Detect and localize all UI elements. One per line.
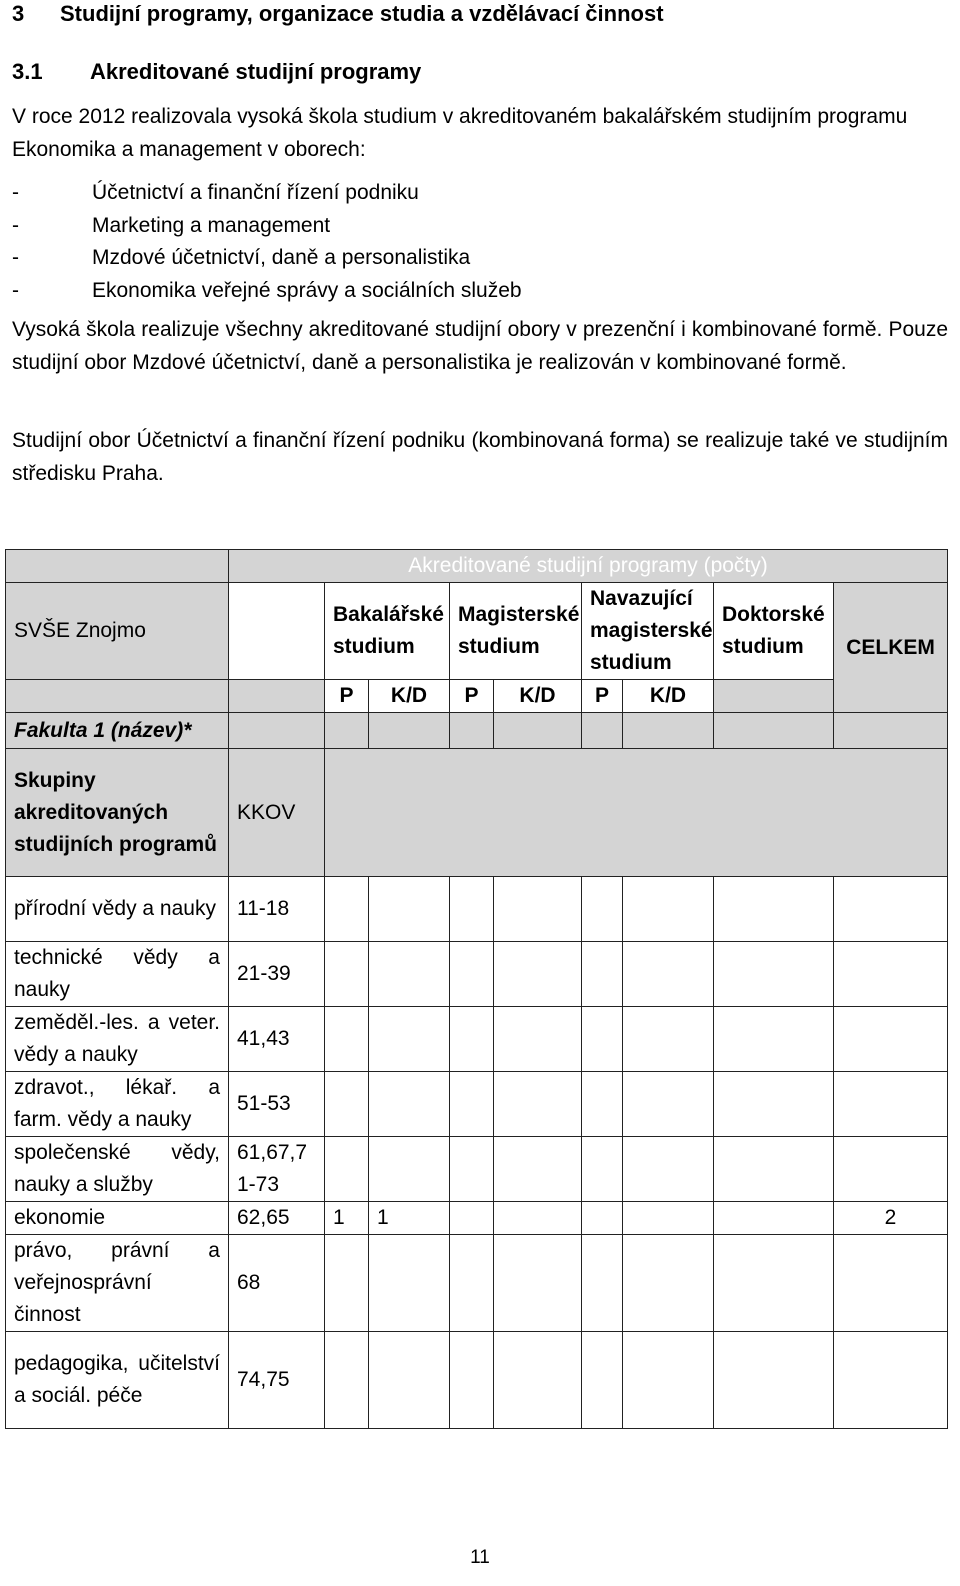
table-row — [6, 1202, 948, 1235]
p-label: P — [325, 680, 369, 713]
table-cell — [450, 713, 494, 749]
table-row — [6, 942, 948, 1007]
intro-paragraph: V roce 2012 realizovala vysoká škola studium v akreditovaném bakalářském studijním programu Ekonomika a management v oborech: — [12, 105, 908, 161]
table-cell — [714, 1137, 834, 1202]
study-fields-list — [12, 177, 522, 307]
col-follow-up-master: Navazující magisterské studium — [582, 583, 714, 680]
table-corner-cell — [6, 550, 229, 583]
table-cell — [494, 1137, 582, 1202]
table-row — [6, 1072, 948, 1137]
table-cell — [450, 877, 494, 942]
faculty-name: Fakulta 1 (název)* — [6, 713, 229, 749]
table-cell — [450, 942, 494, 1007]
total-value: 2 — [834, 1202, 948, 1235]
table-cell — [325, 749, 948, 877]
table-cell — [369, 713, 450, 749]
table-cell — [623, 942, 714, 1007]
bak-kd-value — [369, 1137, 450, 1202]
groups-label: Skupiny akreditovaných studijních programů — [6, 749, 229, 877]
bak-p-value: 1 — [325, 1202, 369, 1235]
page-number: 11 — [470, 1547, 490, 1568]
table-row — [6, 877, 948, 942]
list-dash: - — [12, 246, 19, 269]
table-cell — [582, 1072, 623, 1137]
table-cell — [325, 713, 369, 749]
table-cell — [494, 1332, 582, 1429]
table-cell — [582, 1235, 623, 1332]
table-cell — [623, 1007, 714, 1072]
col-total: CELKEM — [834, 583, 948, 713]
list-item — [12, 177, 522, 210]
table-cell — [582, 713, 623, 749]
kd-label: K/D — [494, 680, 582, 713]
bak-p-value — [325, 1007, 369, 1072]
field-name: Marketing a management — [92, 213, 331, 237]
table-cell — [450, 1332, 494, 1429]
chapter-heading — [12, 0, 664, 28]
bak-p-value — [325, 1072, 369, 1137]
table-cell — [623, 713, 714, 749]
col-bachelor: Bakalářské studium — [325, 583, 450, 680]
table-cell — [494, 1202, 582, 1235]
table-cell — [494, 1007, 582, 1072]
kd-label: K/D — [369, 680, 450, 713]
table-cell — [494, 713, 582, 749]
bak-kd-value — [369, 942, 450, 1007]
kkov-code: 21-39 — [229, 942, 325, 1007]
kkov-code: 68 — [229, 1235, 325, 1332]
table-cell — [714, 1072, 834, 1137]
table-cell — [714, 942, 834, 1007]
table-cell — [450, 1007, 494, 1072]
table-cell — [582, 1332, 623, 1429]
list-item — [12, 242, 522, 275]
col-doctoral: Doktorské studium — [714, 583, 834, 680]
table-cell — [623, 1072, 714, 1137]
kkov-code: 62,65 — [229, 1202, 325, 1235]
total-value — [834, 877, 948, 942]
bak-p-value — [325, 877, 369, 942]
chapter-title: Studijní programy, organizace studia a vzdělávací činnost — [60, 1, 664, 26]
kkov-code: 41,43 — [229, 1007, 325, 1072]
table-cell — [494, 877, 582, 942]
bak-p-value — [325, 1332, 369, 1429]
kkov-code: 51-53 — [229, 1072, 325, 1137]
table-cell — [623, 1202, 714, 1235]
list-item — [12, 275, 522, 308]
table-cell — [623, 877, 714, 942]
table-cell — [714, 680, 834, 713]
kkov-label: KKOV — [229, 749, 325, 877]
accredited-programs-table — [5, 549, 948, 1429]
total-value — [834, 1235, 948, 1332]
table-cell — [582, 942, 623, 1007]
table-cell — [6, 680, 229, 713]
group-name: ekonomie — [6, 1202, 229, 1235]
prague-paragraph: Studijní obor Účetnictví a finanční řízení podniku (kombinovaná forma) se realizuje také ve studijním středisku Praha. — [12, 429, 948, 485]
bak-p-value — [325, 1137, 369, 1202]
list-dash: - — [12, 213, 19, 237]
kkov-code: 74,75 — [229, 1332, 325, 1429]
total-value — [834, 1007, 948, 1072]
bak-p-value — [325, 942, 369, 1007]
group-name: technické vědy a nauky — [6, 942, 229, 1007]
table-cell — [582, 1137, 623, 1202]
bak-kd-value — [369, 1235, 450, 1332]
section-heading — [12, 58, 421, 86]
p-label: P — [450, 680, 494, 713]
bak-kd-value — [369, 1332, 450, 1429]
section-number: 3.1 — [12, 59, 43, 84]
bak-kd-value: 1 — [369, 1202, 450, 1235]
total-value — [834, 1072, 948, 1137]
table-cell — [229, 583, 325, 680]
table-cell — [714, 713, 834, 749]
table-cell — [450, 1202, 494, 1235]
table-row — [6, 1332, 948, 1429]
group-name: zeměděl.-les. a veter. vědy a nauky — [6, 1007, 229, 1072]
section-title: Akreditované studijní programy — [90, 59, 422, 84]
table-cell — [834, 713, 948, 749]
total-value — [834, 1332, 948, 1429]
table-cell — [623, 1137, 714, 1202]
table-cell — [623, 1332, 714, 1429]
table-cell — [582, 1007, 623, 1072]
field-name: Ekonomika veřejné správy a sociálních služeb — [92, 278, 522, 302]
table-header: Akreditované studijní programy (počty) — [229, 550, 948, 583]
kd-label: K/D — [623, 680, 714, 713]
table-cell — [714, 1007, 834, 1072]
table-row — [6, 1235, 948, 1332]
table-cell — [623, 1235, 714, 1332]
kkov-code: 61,67,7 1-73 — [229, 1137, 325, 1202]
forms-paragraph: Vysoká škola realizuje všechny akreditované studijní obory v prezenční i kombinované formě. Pouze studijní obor Mzdové účetnictví, daně a personalistika je realizován v kombinované formě. — [12, 318, 948, 374]
table-cell — [494, 1235, 582, 1332]
bak-p-value — [325, 1235, 369, 1332]
table-cell — [714, 1332, 834, 1429]
table-cell — [229, 680, 325, 713]
table-cell — [229, 713, 325, 749]
group-name: společenské vědy, nauky a služby — [6, 1137, 229, 1202]
kkov-code: 11-18 — [229, 877, 325, 942]
table-cell — [450, 1137, 494, 1202]
group-name: zdravot., lékař. a farm. vědy a nauky — [6, 1072, 229, 1137]
table-cell — [450, 1072, 494, 1137]
group-name: pedagogika, učitelství a sociál. péče — [6, 1332, 229, 1429]
bak-kd-value — [369, 1007, 450, 1072]
total-value — [834, 1137, 948, 1202]
table-cell — [494, 942, 582, 1007]
table-cell — [582, 1202, 623, 1235]
col-master: Magisterské studium — [450, 583, 582, 680]
list-dash: - — [12, 181, 19, 204]
table-cell — [714, 1202, 834, 1235]
table-row — [6, 1137, 948, 1202]
table-cell — [450, 1235, 494, 1332]
chapter-number: 3 — [12, 1, 25, 26]
institution-name: SVŠE Znojmo — [6, 583, 229, 680]
group-name: právo, právní a veřejnosprávní činnost — [6, 1235, 229, 1332]
table-row — [6, 1007, 948, 1072]
table-cell — [714, 877, 834, 942]
list-item — [12, 210, 522, 243]
bak-kd-value — [369, 877, 450, 942]
table-cell — [714, 1235, 834, 1332]
table-cell — [582, 877, 623, 942]
table-cell — [494, 1072, 582, 1137]
total-value — [834, 942, 948, 1007]
field-name: Účetnictví a finanční řízení podniku — [92, 181, 419, 204]
list-dash: - — [12, 278, 19, 302]
group-name: přírodní vědy a nauky — [6, 877, 229, 942]
p-label: P — [582, 680, 623, 713]
field-name: Mzdové účetnictví, daně a personalistika — [92, 246, 471, 269]
bak-kd-value — [369, 1072, 450, 1137]
